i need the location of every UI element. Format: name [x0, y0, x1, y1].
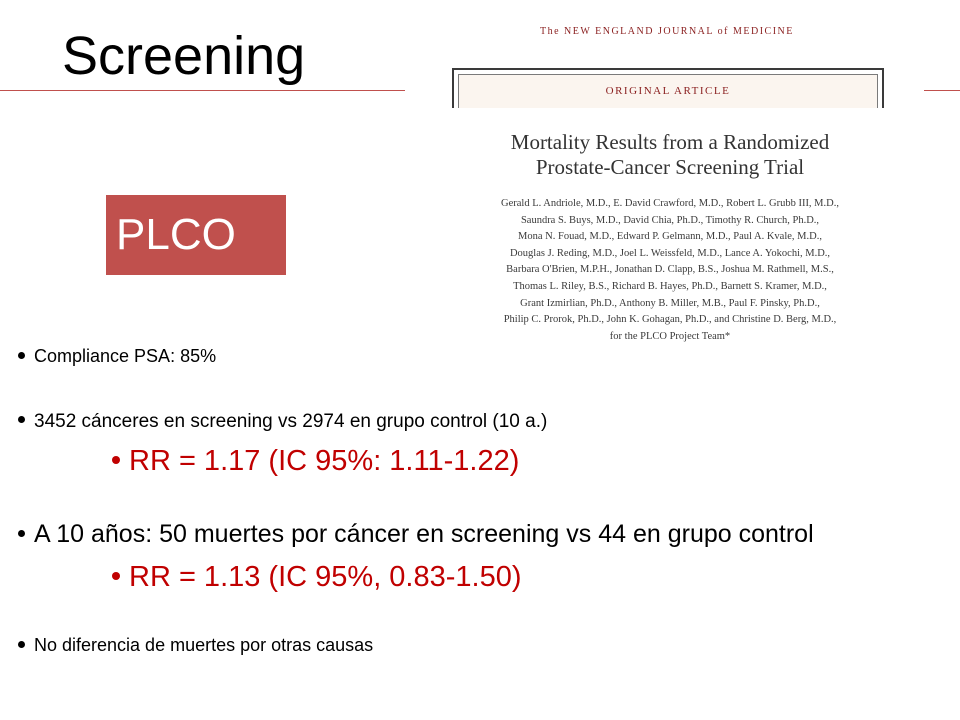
bullet-rr-incidence [112, 445, 519, 478]
author-line: for the PLCO Project Team* [609, 330, 731, 342]
bullet-compliance [18, 346, 216, 367]
author-line: Mona N. Fouad, M.D., Edward P. Gelmann, M.D., Paul A. Kvale, M.D., [518, 231, 822, 243]
article-title-line: Mortality Results from a Randomized [510, 130, 830, 154]
title-divider-right [924, 90, 960, 91]
title-divider-left [0, 90, 405, 91]
author-line: Saundra S. Buys, M.D., David Chia, Ph.D., Timothy R. Church, Ph.D., [520, 214, 820, 226]
author-line: Grant Izmirlian, Ph.D., Anthony B. Miller, M.B., Paul F. Pinsky, Ph.D., [520, 297, 820, 309]
article-title-line: Prostate-Cancer Screening Trial [535, 155, 805, 179]
section-frame [452, 68, 884, 108]
bullet-text: RR = 1.13 (IC 95%, 0.83-1.50) [129, 561, 522, 593]
bullet-cancers [18, 411, 547, 433]
bullet-dot [112, 572, 120, 580]
study-label-box: PLCO [106, 195, 286, 275]
bullet-dot [112, 456, 120, 464]
article-excerpt-image [440, 22, 880, 342]
bullet-text: RR = 1.17 (IC 95%: 1.11-1.22) [129, 445, 520, 477]
bullet-dot [18, 416, 25, 423]
bullet-dot [18, 352, 25, 359]
bullet-rr-mortality [112, 561, 522, 594]
section-label: ORIGINAL ARTICLE [605, 85, 731, 97]
article-title [460, 130, 880, 180]
bullet-text: No diferencia de muertes por otras causas [34, 635, 374, 655]
bullet-dot [18, 641, 25, 648]
slide-title: Screening [62, 26, 306, 86]
bullet-text: 3452 cánceres en screening vs 2974 en grupo control (10 a.) [34, 411, 548, 432]
bullet-other-causes [18, 635, 373, 656]
bullet-text: Compliance PSA: 85% [34, 346, 217, 366]
author-list [458, 196, 882, 345]
author-line: Barbara O'Brien, M.P.H., Jonathan D. Clapp, B.S., Joshua M. Rathmell, M.S., [506, 264, 834, 276]
bullet-deaths [18, 520, 814, 549]
journal-header: The NEW ENGLAND JOURNAL of MEDICINE [540, 26, 794, 37]
author-line: Thomas L. Riley, B.S., Richard B. Hayes, Ph.D., Barnett S. Kramer, M.D., [513, 280, 827, 292]
bullet-dot [18, 530, 25, 537]
author-line: Douglas J. Reding, M.D., Joel L. Weissfeld, M.D., Lance A. Yokochi, M.D., [509, 247, 831, 259]
bullet-text: A 10 años: 50 muertes por cáncer en screening vs 44 en grupo control [34, 520, 814, 548]
author-line: Gerald L. Andriole, M.D., E. David Crawford, M.D., Robert L. Grubb III, M.D., [501, 198, 839, 209]
author-line: Philip C. Prorok, Ph.D., John K. Gohagan, Ph.D., and Christine D. Berg, M.D., [503, 314, 837, 326]
